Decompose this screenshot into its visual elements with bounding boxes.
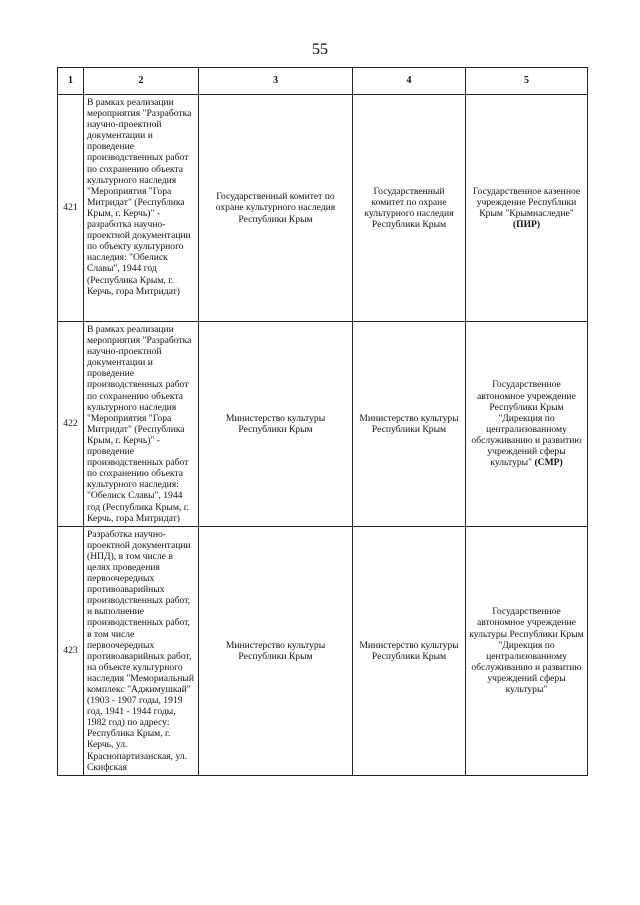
row-column-4: Государственный комитет по охране культурного наследия Республики Крым xyxy=(353,95,466,322)
row-column-5 xyxy=(466,95,588,322)
document-table xyxy=(57,67,588,776)
table-header-row xyxy=(58,68,588,95)
row-column-4: Министерство культуры Республики Крым xyxy=(353,322,466,527)
row-number: 423 xyxy=(58,526,84,775)
column-header-1: 1 xyxy=(58,68,84,95)
row-column-5-bold: (ПИР) xyxy=(512,219,541,231)
row-column-5 xyxy=(466,526,588,775)
row-column-3: Государственный комитет по охране культурного наследия Республики Крым xyxy=(199,95,353,322)
row-number: 421 xyxy=(58,95,84,322)
column-header-3: 3 xyxy=(199,68,353,95)
row-column-5-text: Государственное автономное учреждение Республики Крым "Дирекция по централизованному обслуживанию и развитию учреждений сферы культуры" xyxy=(471,379,582,469)
row-column-5-text: Государственное казенное учреждение Республики Крым "Крымнаследие" xyxy=(472,185,581,219)
row-column-5 xyxy=(466,322,588,527)
column-header-2: 2 xyxy=(84,68,199,95)
row-column-3: Министерство культуры Республики Крым xyxy=(199,526,353,775)
row-column-5-text: Государственное автономное учреждение культуры Республики Крым "Дирекция по централизованному обслуживанию и развитию учреждений сферы культуры" xyxy=(469,606,584,695)
table-row xyxy=(58,526,588,775)
row-description: В рамках реализации мероприятия "Разработка научно-проектной документации и проведение производственных работ по сохранению объекта культурного наследия "Мероприятия "Гора Митридат" (Республика Крым, г. Керчь)" - проведение производственных работ по сохранению объекта культурного наследия: "Обелиск Славы", 1944 год (Республика Крым, г. Керчь, гора Митридат) xyxy=(84,322,199,527)
column-header-4: 4 xyxy=(353,68,466,95)
row-number: 422 xyxy=(58,322,84,527)
table-row xyxy=(58,322,588,527)
row-column-5-bold: (СМР) xyxy=(534,457,563,469)
row-description: Разработка научно-проектной документации (НПД), в том числе в целях проведения первоочередных противоаварийных производственных работ, и выполнение производственных работ, в том числе первоочередных противоаварийных работ, на объекте культурного наследия "Мемориальный комплекс "Аджимушкай" (1903 - 1907 годы, 1919 год, 1941 - 1944 годы, 1982 год) по адресу: Республика Крым, г. Керчь, ул. Краснопартизанская, ул. Скифская xyxy=(84,526,199,775)
table-row xyxy=(58,95,588,322)
page-number: 55 xyxy=(312,41,328,58)
row-column-4: Министерство культуры Республики Крым xyxy=(353,526,466,775)
column-header-5: 5 xyxy=(466,68,588,95)
row-column-3: Министерство культуры Республики Крым xyxy=(199,322,353,527)
row-description: В рамках реализации мероприятия "Разработка научно-проектной документации и проведение производственных работ по сохранению объекта культурного наследия "Мероприятия "Гора Митридат" (Республика Крым, г. Керчь)" - разработка научно-проектной документации по объекту культурного наследия: "Обелиск Славы", 1944 год (Республика Крым, г. Керчь, гора Митридат) xyxy=(84,95,199,322)
